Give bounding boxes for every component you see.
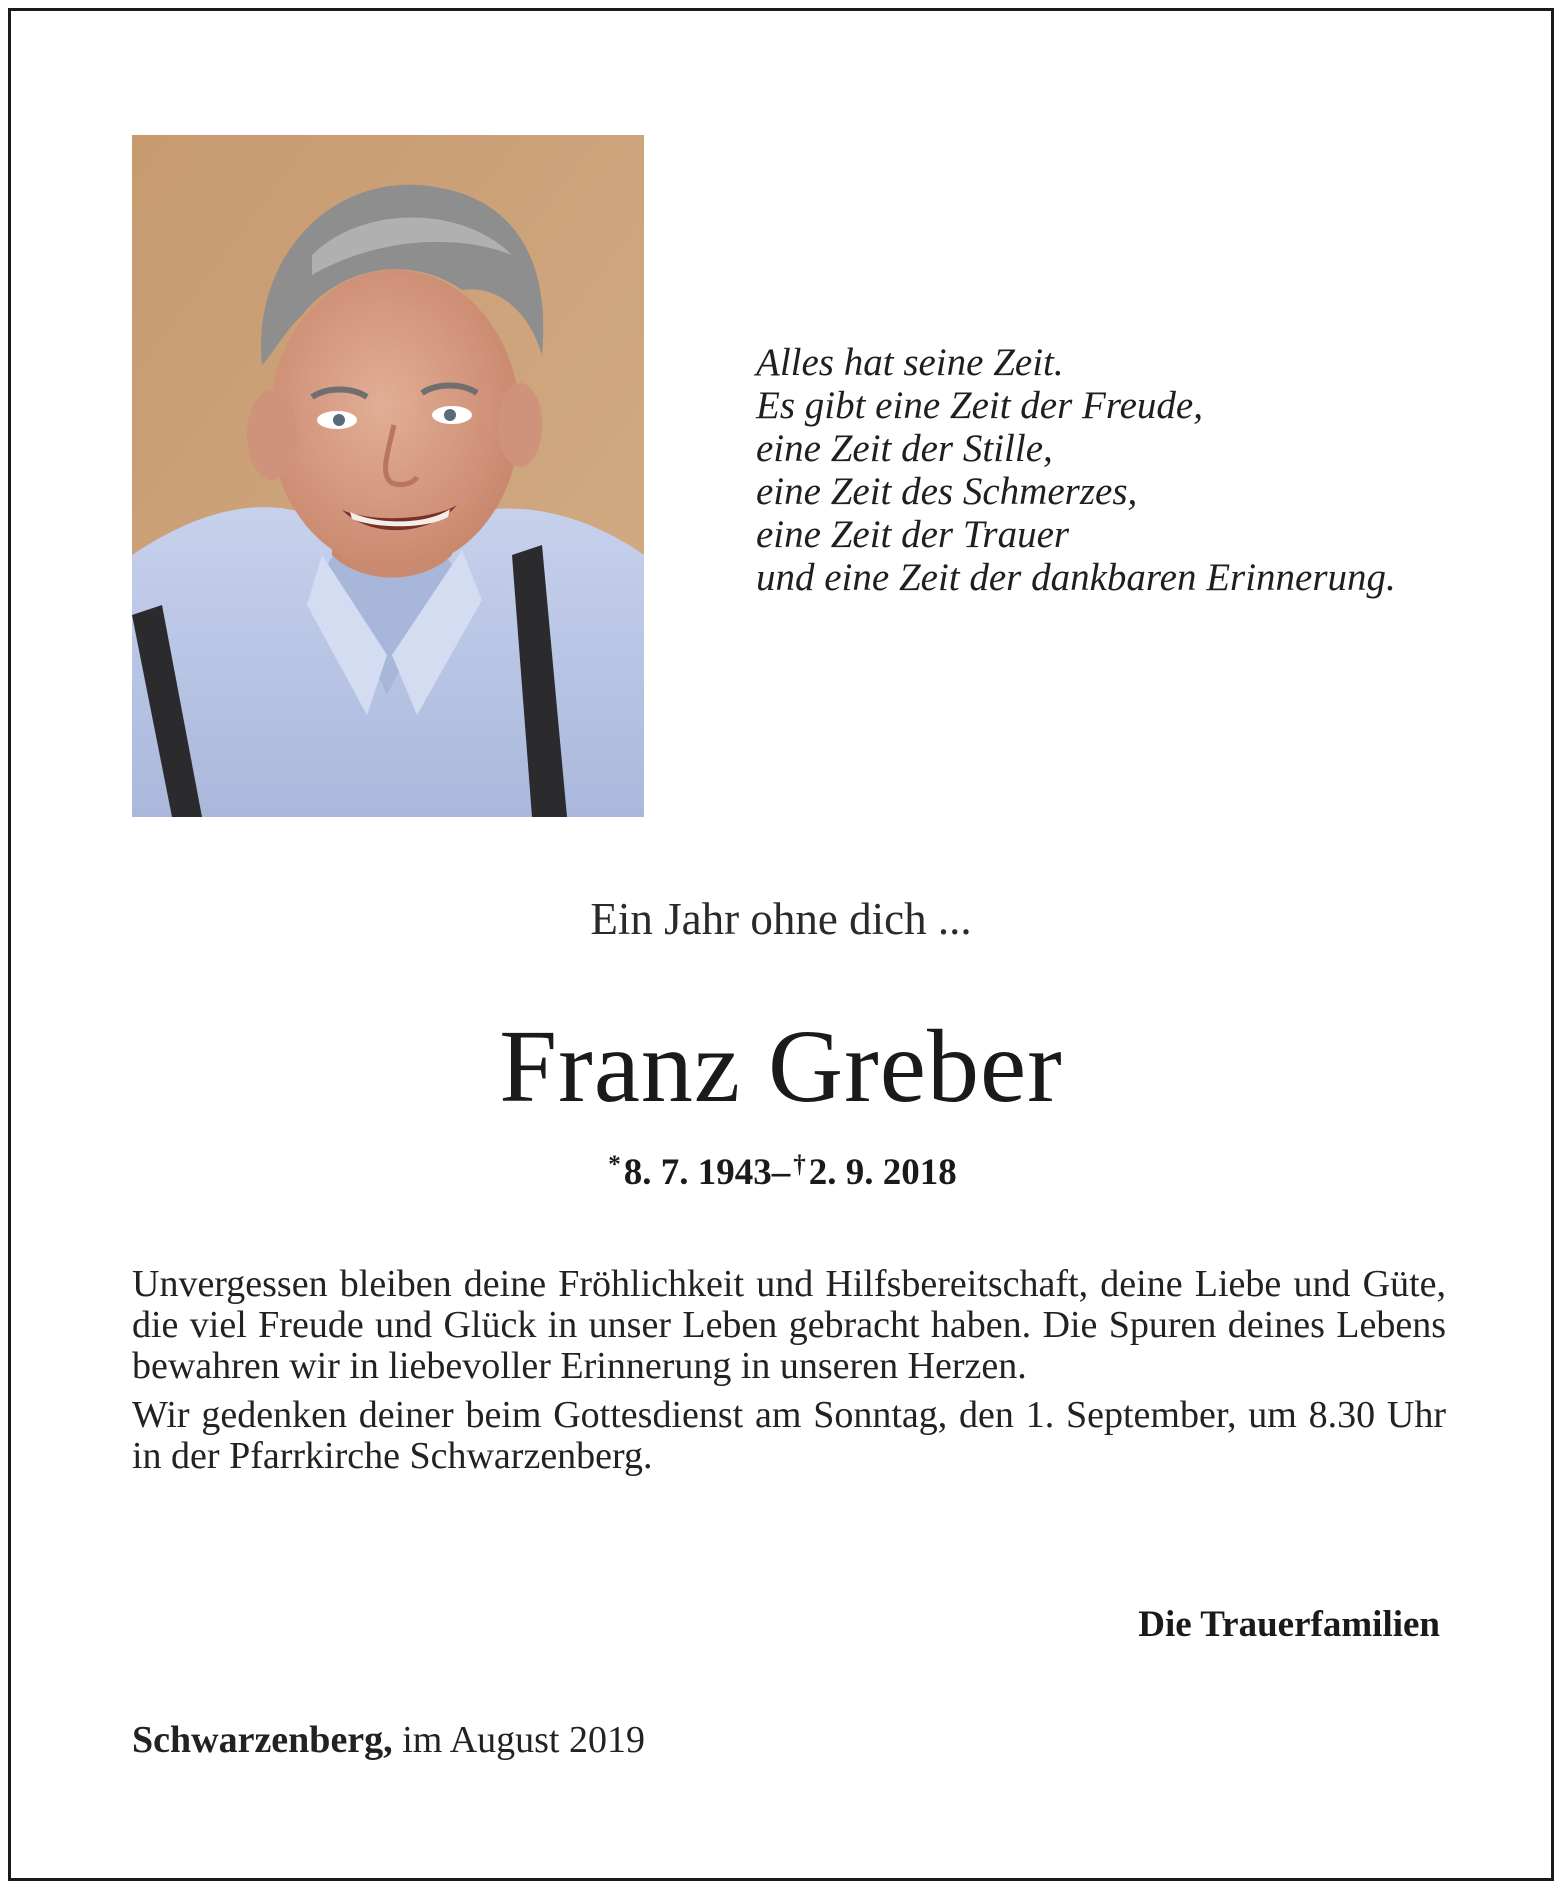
poem-line: und eine Zeit der dankbaren Erinnerung. [756, 556, 1396, 599]
deceased-name: Franz Greber [499, 1009, 1063, 1124]
portrait-illustration [132, 135, 644, 817]
tagline: Ein Jahr ohne dich ... [590, 894, 972, 944]
poem-line: eine Zeit der Stille, [756, 427, 1053, 470]
obituary-notice [8, 8, 1554, 1881]
poem-line: eine Zeit des Schmerzes, [756, 470, 1138, 513]
poem-line: Es gibt eine Zeit der Freude, [756, 384, 1203, 427]
place: Schwarzenberg, [132, 1719, 393, 1761]
death-date: 2. 9. 2018 [808, 1152, 957, 1193]
date-separator: – [771, 1152, 791, 1193]
service-paragraph: Wir gedenken deiner beim Gottesdienst am Sonntag, den 1. September, um 8.30 Uhr in der Pfarrkirche Schwarzenberg. [132, 1394, 1446, 1477]
death-cross-icon: † [793, 1151, 806, 1178]
birth-star-icon: * [608, 1151, 621, 1178]
birth-date: 8. 7. 1943 [623, 1152, 772, 1193]
poem-line: Alles hat seine Zeit. [756, 341, 1064, 384]
portrait-photo [132, 135, 644, 817]
life-dates [11, 1151, 1551, 1194]
signature: Die Trauerfamilien [1138, 1604, 1440, 1645]
place-and-date [132, 1718, 645, 1762]
poem-verse [756, 341, 1516, 599]
poem-line: eine Zeit der Trauer [756, 513, 1070, 556]
remembrance-paragraph: Unvergessen bleiben deine Fröhlichkeit und Hilfsbereitschaft, deine Liebe und Güte, die viel Freude und Glück in unser Leben gebracht haben. Die Spuren deines Lebens bewahren wir in liebevoller Erinnerung in unseren Herzen. [132, 1263, 1446, 1387]
body-text [132, 1264, 1446, 1485]
date: im August 2019 [402, 1719, 645, 1761]
